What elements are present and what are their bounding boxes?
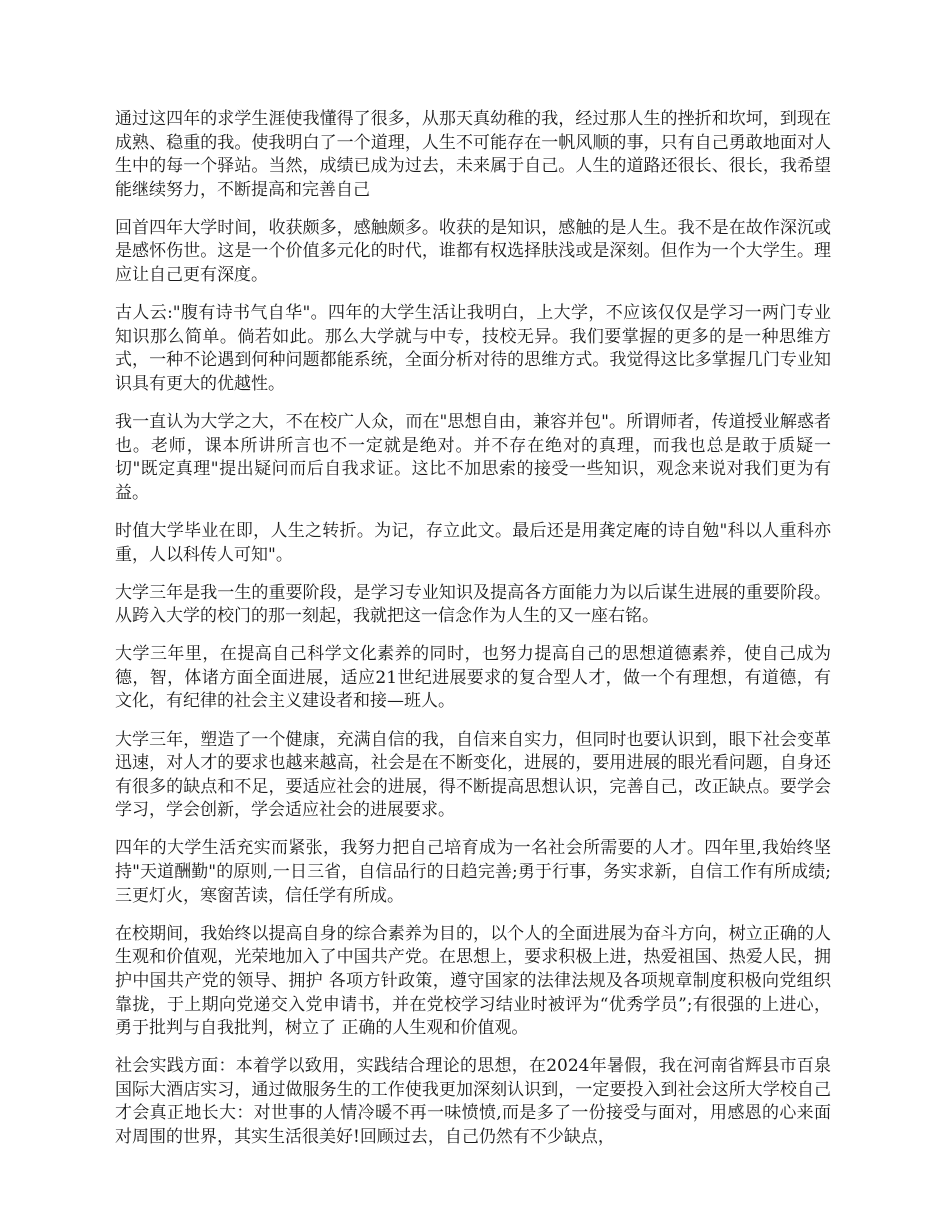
paragraph: 我一直认为大学之大，不在校广人众，而在"思想自由，兼容并包"。所谓师者，传道授业解惑者也。老师，课本所讲所言也不一定就是绝对。并不存在绝对的真理，而我也总是敢于质疑一切"既定真理"提出疑问而后自我求证。这比不加思索的接受一些知识，观念来说对我们更为有益。 [115, 412, 831, 503]
paragraph: 四年的大学生活充实而紧张，我努力把自己培育成为一名社会所需要的人才。四年里,我始终坚持"天道酬勤"的原则,一日三省，自信品行的日趋完善;勇于行事，务实求新，自信工作有所成绩;三更灯火，寒窗苦读，信任学有所成。 [115, 838, 831, 906]
paragraph: 大学三年里，在提高自己科学文化素养的同时，也努力提高自己的思想道德素养，使自己成为德，智，体诸方面全面进展，适应21世纪进展要求的复合型人才，做一个有理想，有道德，有文化，有纪律的社会主义建设者和接—班人。 [115, 644, 831, 712]
paragraph: 回首四年大学时间，收获颇多，感触颇多。收获的是知识，感触的是人生。我不是在故作深沉或是感怀伤世。这是一个价值多元化的时代，谁都有权选择肤浅或是深刻。但作为一个大学生。理应让自己更有深度。 [115, 217, 831, 286]
paragraph: 社会实践方面：本着学以致用，实践结合理论的思想，在2024年暑假，我在河南省辉县市百泉国际大酒店实习，通过做服务生的工作使我更加深刻认识到，一定要投入到社会这所大学校自己才会真正地长大：对世事的人情冷暖不再一味愤愤,而是多了一份接受与面对，用感恩的心来面对周围的世界，其实生活很美好!回顾过去，自己仍然有不少缺点， [115, 1056, 831, 1147]
paragraph: 在校期间，我始终以提高自身的综合素养为目的，以个人的全面进展为奋斗方向，树立正确的人生观和价值观，光荣地加入了中国共产党。在思想上，要求积极上进，热爱祖国、热爱人民，拥护中国共产党的领导、拥护 各项方针政策，遵守国家的法律法规及各项规章制度积极向党组织靠拢，于上期向党递交入党申请书，并在党校学习结业时被评为“优秀学员”;有很强的上进心，勇于批判与自我批判，树立了 正确的人生观和价值观。 [115, 923, 831, 1039]
paragraph: 时值大学毕业在即，人生之转折。为记，存立此文。最后还是用龚定庵的诗自勉"科以人重科亦重，人以科传人可知"。 [115, 520, 831, 565]
paragraph: 通过这四年的求学生涯使我懂得了很多，从那天真幼稚的我，经过那人生的挫折和坎坷，到现在成熟、稳重的我。使我明白了一个道理，人生不可能存在一帆风顺的事，只有自己勇敢地面对人生中的每一个驿站。当然，成绩已成为过去，未来属于自己。人生的道路还很长、很长，我希望能继续努力，不断提高和完善自己 [115, 109, 831, 200]
paragraph: 古人云:"腹有诗书气自华"。四年的大学生活让我明白，上大学，不应该仅仅是学习一两门专业知识那么简单。倘若如此。那么大学就与中专，技校无异。我们要掌握的更多的是一种思维方式，一种不论遇到何种问题都能系统，全面分析对待的思维方式。我觉得这比多掌握几门专业知识具有更大的优越性。 [115, 303, 831, 394]
document-body [115, 108, 831, 1164]
paragraph: 大学三年，塑造了一个健康，充满自信的我，自信来自实力，但同时也要认识到，眼下社会变革迅速，对人才的要求也越来越高，社会是在不断变化，进展的，要用进展的眼光看问题，自身还有很多的缺点和不足，要适应社会的进展，得不断提高思想认识，完善自己，改正缺点。要学会学习，学会创新，学会适应社会的进展要求。 [115, 729, 831, 821]
paragraph: 大学三年是我一生的重要阶段，是学习专业知识及提高各方面能力为以后谋生进展的重要阶段。从跨入大学的校门的那一刻起，我就把这一信念作为人生的又一座右铭。 [115, 582, 831, 627]
